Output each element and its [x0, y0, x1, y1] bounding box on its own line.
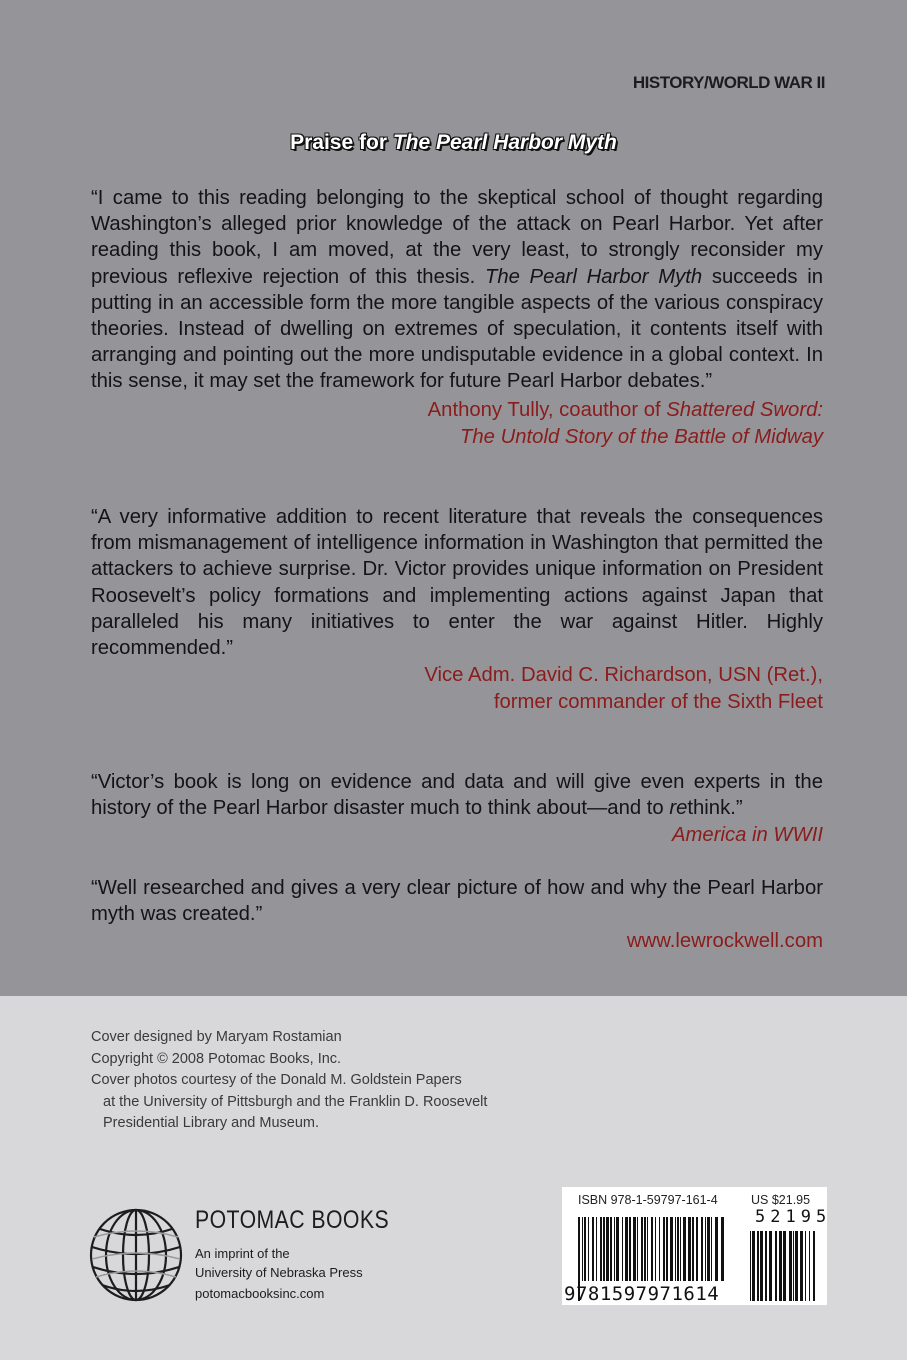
attribution-italic: America in WWII: [672, 824, 823, 846]
imprint-line: An imprint of the: [195, 1246, 290, 1261]
barcode-bar: [750, 1231, 751, 1301]
quote-1: [91, 185, 823, 395]
barcode-bar: [622, 1217, 623, 1281]
barcode-bar: [616, 1217, 619, 1281]
barcode-bar: [688, 1217, 691, 1281]
barcode-bar: [715, 1217, 718, 1281]
quote-text: “I came to this reading belonging to the skeptical school of thought regarding Washington’s alleged prior knowledge of the attack on Pearl Harbor. Yet after reading this book, I am moved, at the very least, to strongly reconsider my previous reflexive rejection of this thesis.: [91, 187, 823, 288]
quote-3-attribution: [672, 822, 823, 849]
barcode-bar: [805, 1231, 806, 1301]
quote-2-attribution: [424, 662, 823, 715]
publisher-imprint: [195, 1244, 363, 1282]
barcode-bar: [757, 1231, 759, 1301]
barcode-bar: [644, 1217, 646, 1281]
attribution-italic: Shattered Sword:: [666, 399, 823, 421]
credit-line: Cover designed by Maryam Rostamian: [91, 1029, 342, 1045]
barcode-bar: [813, 1231, 815, 1301]
credit-line: Cover photos courtesy of the Donald M. Goldstein Papers: [91, 1072, 462, 1088]
barcode-bar: [647, 1217, 648, 1281]
barcode-bar: [707, 1217, 710, 1281]
barcode-bar: [655, 1217, 656, 1281]
praise-prefix: Praise for: [290, 131, 393, 154]
barcode-bar: [651, 1217, 653, 1281]
quote-text: succeeds in putting in an accessible form the more tangible aspects of the various conspiracy theories. Instead of dwelling on extremes of speculation, it contents itself with arranging and pointing out the more undisputable evidence in a global context. In this sense, it may set the framework for future Pearl Harbor debates.”: [91, 265, 823, 393]
imprint-line: University of Nebraska Press: [195, 1265, 363, 1280]
quote-italic: re: [669, 797, 688, 820]
barcode-bar: [692, 1217, 694, 1281]
barcode-bar: [677, 1217, 679, 1281]
barcode-bar: [789, 1231, 792, 1301]
attribution-text: Vice Adm. David C. Richardson, USN (Ret.),: [424, 664, 823, 686]
quote-2: “A very informative addition to recent literature that reveals the consequences from mismanagement of intelligence information in Washington that permitted the attackers to achieve surprise. Dr. Victor provides unique information on President Roosevelt’s policy formations and implementing actions against Japan that paralleled his many initiatives to enter the war against Hitler. Highly recommended.”: [91, 506, 823, 660]
quote-3: [91, 769, 823, 821]
barcode-bar: [675, 1217, 676, 1281]
barcode-bar: [666, 1217, 668, 1281]
publisher-url: potomacbooksinc.com: [195, 1286, 325, 1301]
quote-italic: The Pearl Harbor Myth: [484, 265, 703, 288]
barcode-bar: [641, 1217, 643, 1281]
credits: [91, 1027, 487, 1135]
barcode-bar: [637, 1217, 638, 1281]
barcode-bar: [711, 1217, 712, 1281]
barcode-bar: [793, 1231, 794, 1301]
price-label: US $21.95: [751, 1193, 811, 1207]
barcode-bar: [600, 1217, 602, 1281]
credit-line: Copyright © 2008 Potomac Books, Inc.: [91, 1050, 342, 1067]
quote-4: “Well researched and gives a very clear picture of how and why the Pearl Harbor myth was created.”: [91, 877, 823, 926]
attribution-text: Anthony Tully, coauthor of: [427, 399, 667, 421]
barcode-bar: [610, 1217, 612, 1281]
attribution-text: former commander of the Sixth Fleet: [493, 690, 823, 713]
quote-1-attribution: [428, 397, 823, 450]
barcode-bar: [809, 1231, 810, 1301]
barcode-bar: [659, 1217, 660, 1281]
barcode-bar: [760, 1231, 763, 1301]
barcode: [562, 1187, 832, 1305]
barcode-bar: [800, 1231, 803, 1301]
barcode-bar: [683, 1217, 686, 1281]
barcode-bar: [795, 1231, 798, 1301]
barcode-bar: [592, 1217, 594, 1281]
barcode-bar: [779, 1231, 782, 1301]
attribution-italic: The Untold Story of the Battle of Midway: [460, 425, 823, 448]
barcode-bar: [680, 1217, 681, 1281]
barcode-bar: [769, 1231, 772, 1301]
barcode-bar: [606, 1217, 609, 1281]
barcode-bar: [625, 1217, 628, 1281]
quote-4-attribution: www.lewrockwell.com: [626, 930, 823, 952]
publisher-name: POTOMAC BOOKS: [195, 1206, 390, 1234]
barcode-bar: [765, 1231, 767, 1301]
barcode-addon-digits: 52195: [755, 1207, 832, 1227]
praise-heading: [0, 131, 907, 155]
barcode-bar: [752, 1231, 755, 1301]
praise-title: The Pearl Harbor Myth: [392, 131, 617, 154]
barcode-bar: [603, 1217, 605, 1281]
barcode-bar: [696, 1217, 698, 1281]
barcode-bar: [588, 1217, 589, 1281]
barcode-bar: [614, 1217, 615, 1281]
barcode-bar: [775, 1231, 777, 1301]
barcode-digits: 9781597971614: [564, 1283, 720, 1305]
barcode-bar: [596, 1217, 597, 1281]
barcode-bar: [701, 1217, 703, 1281]
barcode-bar: [783, 1231, 786, 1301]
credit-line: Presidential Library and Museum.: [103, 1115, 319, 1131]
barcode-bar: [670, 1217, 673, 1281]
barcode-bar: [582, 1217, 583, 1281]
isbn-label: ISBN 978-1-59797-161-4: [578, 1193, 718, 1207]
barcode-bar: [705, 1217, 706, 1281]
barcode-bar: [721, 1217, 724, 1281]
credit-line: at the University of Pittsburgh and the Franklin D. Roosevelt: [103, 1093, 488, 1110]
barcode-bar: [633, 1217, 636, 1281]
barcode-bar: [629, 1217, 631, 1281]
category-label: HISTORY/WORLD WAR II: [632, 73, 825, 92]
barcode-bar: [663, 1217, 665, 1281]
quote-text: think.”: [687, 797, 743, 820]
globe-logo-icon: [88, 1207, 184, 1303]
barcode-addon-bars: [750, 1231, 818, 1301]
barcode-bar: [584, 1217, 586, 1281]
quote-text: “Victor’s book is long on evidence and data and will give even experts in the history of the Pearl Harbor disaster much to think about—and to: [91, 771, 823, 820]
